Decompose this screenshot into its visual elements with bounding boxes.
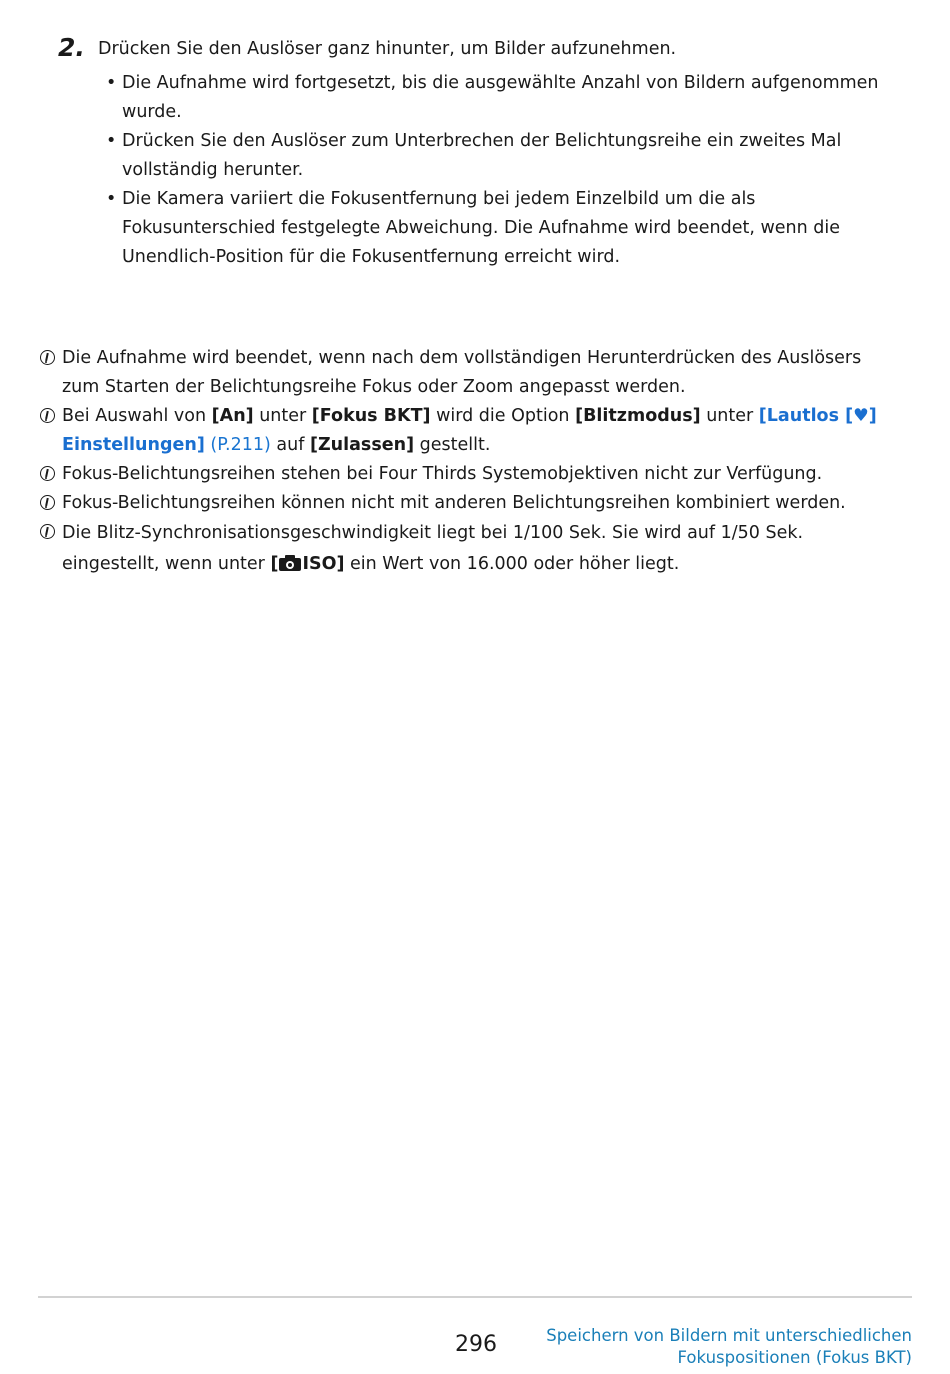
caution-icon — [40, 495, 55, 510]
note-text: Fokus-Belichtungsreihen können nicht mit anderen Belichtungsreihen kombiniert werden. — [62, 493, 846, 513]
menu-term: [Fokus BKT] — [311, 406, 431, 426]
page-reference-link[interactable]: (P.211) — [204, 435, 271, 455]
note-text: ein Wert von 16.000 oder höher liegt. — [344, 554, 680, 574]
bullet-dot-icon: • — [106, 131, 117, 151]
caution-icon — [40, 466, 55, 481]
bullet-item — [106, 127, 906, 185]
bullet-text: Die Aufnahme wird fortgesetzt, bis die ausgewählte Anzahl von Bildern aufgenommen wurde. — [122, 73, 879, 122]
note-item — [38, 489, 898, 518]
caution-icon — [40, 408, 55, 423]
menu-term: ISO] — [302, 554, 345, 574]
camera-icon — [279, 555, 301, 571]
menu-term: [Zulassen] — [309, 435, 415, 455]
bullet-dot-icon: • — [106, 73, 117, 93]
menu-term: [Blitzmodus] — [575, 406, 701, 426]
note-text: Die Aufnahme wird beendet, wenn nach dem vollständigen Herunterdrücken des Auslösers zum Starten der Belichtungsreihe Fokus oder Zoom angepasst werden. — [62, 348, 862, 397]
note-text: auf — [270, 435, 310, 455]
page-number: 296 — [455, 1332, 497, 1357]
note-item — [38, 460, 898, 489]
step-instruction: Drücken Sie den Auslöser ganz hinunter, um Bilder aufzunehmen. — [98, 39, 677, 59]
bullet-text: Drücken Sie den Auslöser zum Unterbrechen der Belichtungsreihe ein zweites Mal vollständig herunter. — [122, 131, 842, 180]
note-text: unter — [253, 406, 312, 426]
footer-divider — [38, 1296, 912, 1298]
bullet-item — [106, 185, 906, 272]
heart-icon[interactable]: [♥] — [845, 406, 877, 426]
notes-list — [38, 344, 898, 580]
menu-term: [ — [270, 554, 279, 574]
note-text: gestellt. — [414, 435, 491, 455]
note-text: Fokus-Belichtungsreihen stehen bei Four Thirds Systemobjektiven nicht zur Verfügung. — [62, 464, 823, 484]
note-item — [38, 402, 898, 460]
note-text: Bei Auswahl von — [62, 406, 212, 426]
caution-icon — [40, 350, 55, 365]
footer-section-title[interactable] — [546, 1325, 912, 1369]
bullet-dot-icon: • — [106, 189, 117, 209]
note-text: wird die Option — [430, 406, 576, 426]
bullet-text: Die Kamera variiert die Fokusentfernung bei jedem Einzelbild um die als Fokusunterschied festgelegte Abweichung. Die Aufnahme wird beendet, wenn die Unendlich-Position für die Fokusentfernung erreicht wird. — [122, 189, 841, 267]
note-text: Die Blitz-Synchronisationsgeschwindigkeit liegt bei 1/100 Sek. Sie wird auf 1/50 Sek. eingestellt, wenn unter — [62, 523, 804, 574]
menu-term: [An] — [211, 406, 254, 426]
bullet-item — [106, 69, 906, 127]
footer-title-line[interactable]: Speichern von Bildern mit unterschiedlichen — [546, 1326, 912, 1345]
link-text[interactable]: Einstellungen] — [62, 435, 205, 455]
link-text[interactable]: [Lautlos — [758, 406, 846, 426]
caution-icon — [40, 524, 55, 539]
note-item — [38, 518, 898, 580]
note-item — [38, 344, 898, 402]
step-bullet-list — [106, 69, 906, 272]
note-text: unter — [700, 406, 759, 426]
step-number: 2. — [58, 33, 85, 62]
footer-title-line[interactable]: Fokuspositionen (Fokus BKT) — [677, 1348, 912, 1367]
